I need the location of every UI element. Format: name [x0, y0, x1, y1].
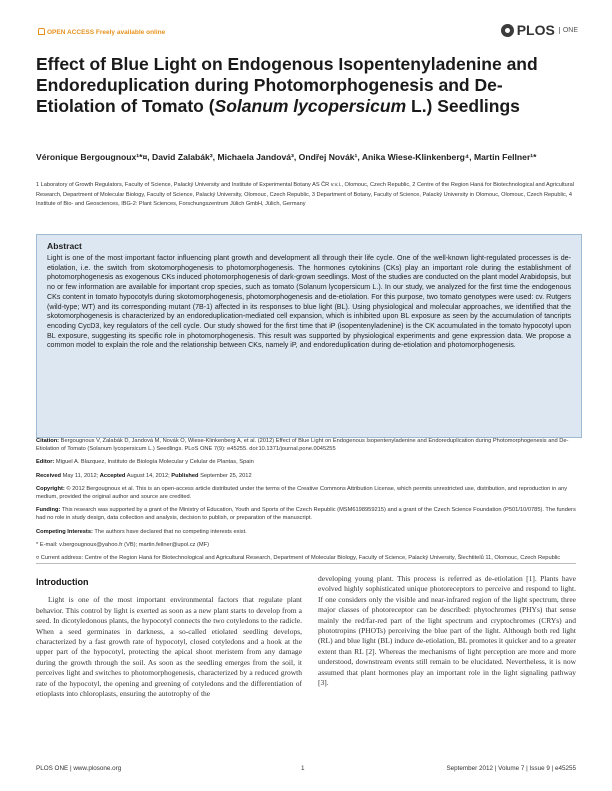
- received-label: Received: [36, 472, 61, 479]
- title-part-2: L.) Seedlings: [406, 96, 520, 116]
- article-title: [36, 54, 581, 117]
- affiliations: 1 Laboratory of Growth Regulators, Faculty of Science, Palacký University and Institute of Experimental Botany AS ČR v.v.i., Olomouc, Czech Republic, 2 Centre of the Region Haná for Biotechnological and Agricultural Research, Department of Molecular Biology, Faculty of Science, Palacký University, Olomouc, Czech Republic, 3 Department of Botany, Faculty of Science, Palacký University in Olomouc, Olomouc, Czech Republic, 4 Institute of Bio- and Geosciences, IBG-2: Plant Sciences, Forschungszentrum Jülich GmbH, Jülich, Germany: [36, 182, 574, 207]
- abstract-heading: Abstract: [47, 241, 82, 251]
- copyright-label: Copyright:: [36, 485, 65, 492]
- plos-logo-icon: [501, 24, 514, 37]
- title-part-1: Effect of Blue Light on Endogenous Isopentenyladenine and Endoreduplication during Photomorphogenesis and De-Etiolation of Tomato (: [36, 54, 538, 116]
- citation-text: Bergougnoux V, Zalabák D, Jandová M, Novák O, Wiese-Klinkenberg A, et al. (2012) Effect of Blue Light on Endogenous Isopentenyladenine and Endoreduplication during Photomorphogenesis and De-Etiolation of Tomato (Solanum lycopersicum L.) Seedlings. PLoS ONE 7(9): e45255. doi:10.1371/journal.pone.0045255: [36, 438, 569, 453]
- editor-label: Editor:: [36, 459, 55, 466]
- open-access-text: OPEN ACCESS Freely available online: [47, 29, 166, 36]
- dates: [36, 472, 581, 480]
- received-date: May 11, 2012;: [62, 472, 99, 479]
- abstract-box: [36, 234, 582, 438]
- intro-left-column: [36, 577, 302, 699]
- intro-paragraph-left: Light is one of the most important environmental factors that regulate plant behavior. This control by light is exerted as soon as a new plant starts to develop from a seed. In dicotyledonous plants, the hypocotyl connects the two cotyledons to the radicle. When a seed germinates in darkness, a so-called etiolated seedling develops, characterized by a fast growth rate of hypocotyl, closed cotyledons and a hook at the upper part of the hypocotyl, protecting the apical shoot meristem from any damage during the growth through the soil. As soon as the seedling emerges from the soil, it perceives light and switches to photomorphogenesis, characterized by a reduced growth rate of the hypocotyl, the opening and greening of cotyledons and the differentiation of etioplasts into chloroplasts, ensuring the autotrophy of the: [36, 595, 302, 699]
- footer-issue: September 2012 | Volume 7 | Issue 9 | e45255: [446, 765, 576, 772]
- accepted-label: Accepted: [99, 472, 126, 479]
- accepted-date: August 14, 2012;: [126, 472, 170, 479]
- competing-interests: [36, 528, 581, 536]
- section-divider: [36, 563, 576, 564]
- copyright: [36, 485, 581, 501]
- funding-label: Funding:: [36, 507, 61, 514]
- footer-journal: PLOS ONE | www.plosone.org: [36, 765, 122, 772]
- page-number: 1: [301, 765, 305, 772]
- intro-heading: Introduction: [36, 577, 89, 587]
- author-list: Véronique Bergougnoux¹*¤, David Zalabák², Michaela Jandová³, Ondřej Novák¹, Anika Wiese-Klinkenberg⁴, Martin Fellner¹*: [36, 152, 537, 162]
- current-address: ¤ Current address: Centre of the Region Haná for Biotechnological and Agricultural Research, Department of Molecular Biology, Faculty of Science, Palacký University, Šlechtitelů 11, Olomouc, Czech Republic: [36, 555, 561, 562]
- competing-text: The authors have declared that no competing interests exist.: [94, 528, 247, 535]
- email: * E-mail: v.bergougnoux@yahoo.fr (VB); martin.fellner@upol.cz (MF): [36, 541, 209, 548]
- title-species: Solanum lycopersicum: [214, 96, 407, 116]
- funding-text: This research was supported by a grant of the Ministry of Education, Youth and Sports of the Czech Republic (MSM6198959215) and a grant of the Czech Science Foundation (P501/10/0785). The funders had no role in study design, data collection and analysis, decision to publish, or preparation of the manuscript.: [36, 507, 576, 522]
- open-access-banner: [36, 28, 165, 36]
- published-date: September 25, 2012: [200, 472, 252, 479]
- copyright-text: © 2012 Bergougnoux et al. This is an open-access article distributed under the terms of the Creative Commons Attribution License, which permits unrestricted use, distribution, and reproduction in any medium, provided the original author and source are credited.: [36, 485, 568, 501]
- editor-text: Miguel A. Blazquez, Instituto de Biología Molecular y Celular de Plantas, Spain: [55, 459, 254, 466]
- journal-name: PLOS: [516, 22, 555, 38]
- published-label: Published: [171, 472, 199, 479]
- abstract-text: Light is one of the most important factor influencing plant growth and development all through their life cycle. One of the well-known light-regulated processes is de-etiolation, i.e. the switch from skotomorphogenesis to photomorphogenesis. The hormones cytokinins (CKs) play an important role during the establishment of photomorphogenesis as exogenous CKs induced photomorphogenesis of dark-grown seedlings. Most of the studies are conducted on the plant model Arabidopsis, but no or few information are available for important crop species, such as tomato (Solanum lycopersicum L.). In our study, we analyzed for the first time the endogenous CKs content in tomato hypocotyls during skotomorphogenesis, photomorphogenesis and de-etiolation. For this purpose, two tomato genotypes were used: cv. Rutgers (wild-type; WT) and its corresponding mutant (7B-1) affected in its responses to blue light (BL). Using physiological and molecular approaches, we identified that the skotomorphogenesis is characterized by an endoreduplication-mediated cell expansion, which is inhibited upon BL exposure as seen by the accumulation of tancripts encoding CycD3, key regulators of the cell cycle. Our study showed for the first time that iP (isopentenyladenine) is the CK accumulated in the tomato hypocotyl upon BL exposure, suggesting its specific role in photomorphogenesis. This result was supported by physiological experiments and gene expression data. We propose a common model to explain the role and the relationship between CKs, namely iP, and endoreduplication during de-etiolation and photomorphogenesis.: [47, 254, 571, 350]
- intro-right-column: [318, 574, 576, 688]
- article-metadata: [36, 437, 581, 567]
- journal-tag: ONE: [559, 27, 578, 34]
- editor: [36, 458, 581, 466]
- journal-logo: [501, 22, 578, 38]
- intro-paragraph-right: developing young plant. This process is referred as de-etiolation [1]. Plants have evolved highly sophisticated unique photoreceptors to perceive and respond to light. If one considers only the visible and near-infrared region of the light spectrum, three major classes of photoreceptor can be described: phytochromes (PHYs) that sense mainly the red/far-red part of the light spectrum and cryptochromes (CRYs) and phototropins (PHOTs) perceiving the blue part of the light. Although both red light (RL) and blue light (BL) induce de-etiolation, BL promotes it quicker and to a greater extent than RL [2]. Whereas the mechanisms of light perception are more and more understood, downstream events still remain to be elucidated. Nevertheless, it is now assumed that plant hormones play an important role in the light signaling pathway [3].: [318, 574, 576, 688]
- citation: [36, 437, 581, 453]
- citation-label: Citation:: [36, 438, 60, 444]
- lock-icon: [38, 28, 45, 35]
- funding: [36, 506, 581, 522]
- competing-label: Competing Interests:: [36, 528, 93, 535]
